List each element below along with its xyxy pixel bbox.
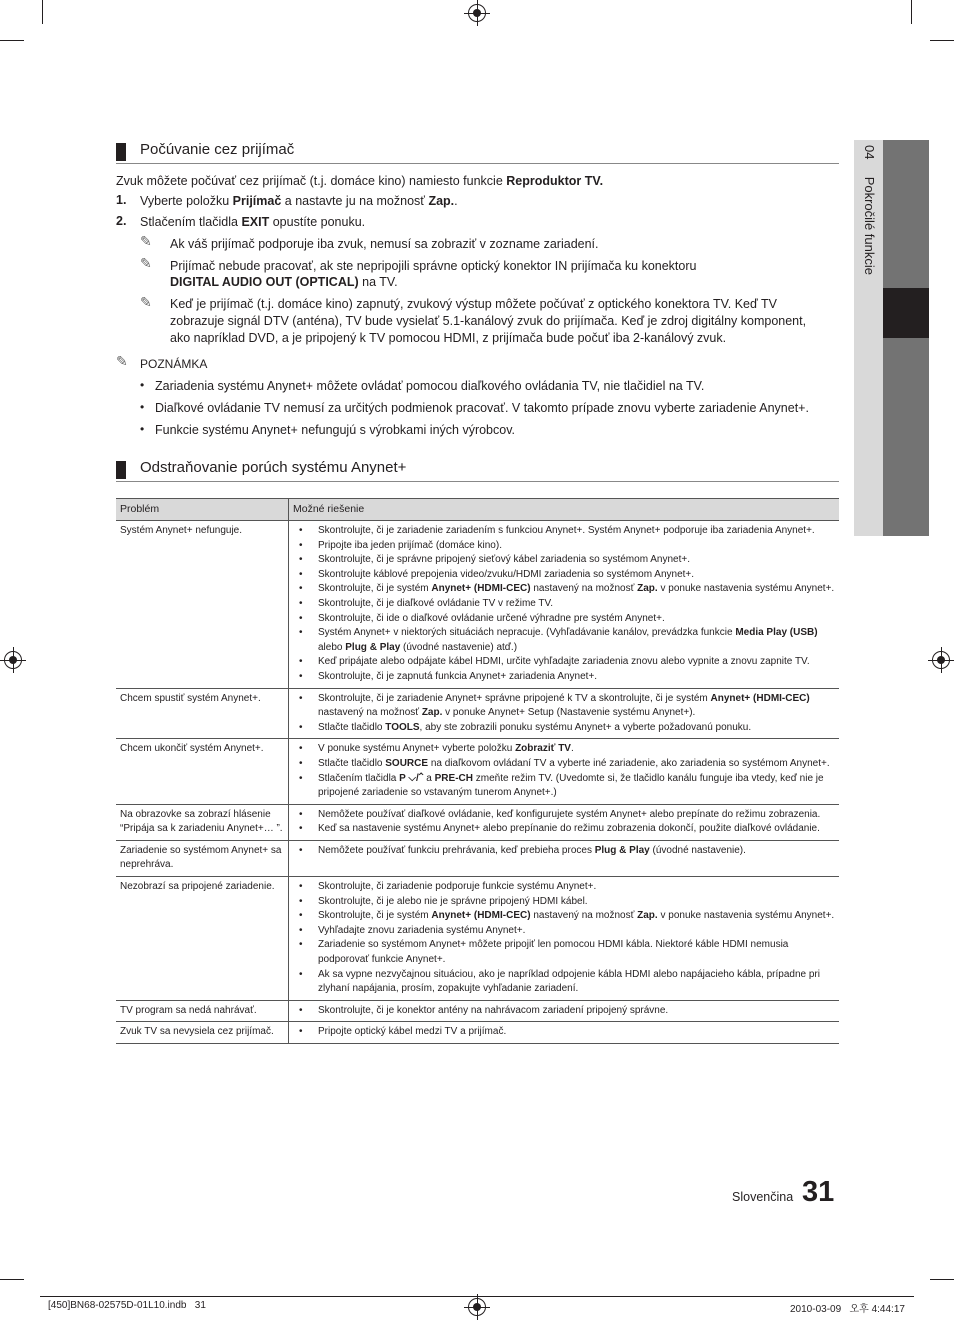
heading-bar: [116, 461, 126, 479]
chapter-number: 04: [862, 145, 877, 160]
solution-list: [293, 1025, 835, 1040]
table-row: [116, 739, 839, 804]
solution-list: [293, 692, 835, 736]
solution-list: [293, 808, 835, 837]
table-header-problem: Problém: [116, 499, 289, 521]
step-text: Vyberte položku: [140, 194, 233, 208]
solution-item: • Skontrolujte, či je správne pripojený sieťový kábel zariadenia so systémom Anynet+.: [293, 553, 835, 568]
note-label: POZNÁMKA: [140, 357, 208, 371]
solution-item: • V ponuke systému Anynet+ vyberte položku Zobraziť TV.: [293, 742, 835, 757]
chapter-tab-strip: [883, 140, 929, 536]
solution-cell: [289, 521, 840, 689]
step-text: .: [454, 194, 458, 208]
problem-cell: Chcem ukončiť systém Anynet+.: [116, 739, 289, 804]
solution-cell: [289, 688, 840, 739]
slug-file: [450]BN68-02575D-01L10.indb 31: [48, 1300, 206, 1311]
solution-cell: [289, 840, 840, 876]
solution-item: • Stlačte tlačidlo SOURCE na diaľkovom ovládaní TV a vyberte iné zariadenie, ako zariadenia so systémom Anynet+.: [293, 757, 835, 772]
page-number: 31: [802, 1176, 835, 1208]
table-header-solution: Možné riešenie: [289, 499, 840, 521]
slug-date: 2010-03-09 오후 4:44:17: [790, 1304, 905, 1315]
solution-item: • Pripojte optický kábel medzi TV a prijímač.: [293, 1025, 835, 1040]
note-3-line1: Keď je prijímač (t.j. domáce kino) zapnutý, zvukový výstup môžete počúvať z optického konektora TV. Keď TV: [170, 297, 777, 311]
step-number: 2.: [116, 214, 127, 228]
crop-mark: [0, 1279, 24, 1280]
table-row: [116, 877, 839, 1001]
heading-bar: [116, 143, 126, 161]
solution-item: • Ak sa vypne nezvyčajnou situáciou, ako je napríklad odpojenie kábla HDMI alebo napájacieho kábla, prípadne pri zlyhaní napájania, prosím, zopakujte vyhľadanie zariadení.: [293, 968, 835, 997]
problem-cell: TV program sa nedá nahrávať.: [116, 1000, 289, 1022]
crop-mark: [911, 0, 912, 24]
problem-cell: Chcem spustiť systém Anynet+.: [116, 688, 289, 739]
table-row: [116, 521, 839, 689]
solution-item: • Skontrolujte, či je systém Anynet+ (HDMI-CEC) nastavený na možnosť Zap. v ponuke nastavenia systému Anynet+.: [293, 582, 835, 597]
problem-cell: Nezobrazí sa pripojené zariadenie.: [116, 877, 289, 1001]
solution-item: • Skontrolujte, či je diaľkové ovládanie TV v režime TV.: [293, 597, 835, 612]
solution-item: • Keď sa nastavenie systému Anynet+ alebo prepínanie do režimu zobrazenia dokončí, použite diaľkové ovládanie.: [293, 822, 835, 837]
pencil-note-icon: ✎: [140, 233, 152, 249]
crop-mark: [0, 40, 24, 41]
solution-list: [293, 524, 835, 685]
solution-item: • Skontrolujte, či je zariadenie zariadením s funkciou Anynet+. Systém Anynet+ podporuje iba zariadenia Anynet+.: [293, 524, 835, 539]
step-text: a nastavte ju na možnosť: [281, 194, 429, 208]
solution-cell: [289, 739, 840, 804]
footer-language: Slovenčina: [732, 1190, 794, 1204]
pencil-note-icon: ✎: [140, 255, 152, 271]
note-2-line2: [170, 274, 398, 291]
solution-item: • Skontrolujte káblové prepojenia video/zvuku/HDMI zariadenia so systémom Anynet+.: [293, 568, 835, 583]
intro-text: [116, 173, 603, 190]
note-bold: DIGITAL AUDIO OUT (OPTICAL): [170, 275, 359, 289]
section-heading-troubleshooting: [116, 459, 839, 482]
crop-mark: [930, 40, 954, 41]
solution-item: • Keď pripájate alebo odpájate kábel HDMI, určite vyhľadajte zariadenia znovu alebo vypnite a znovu zapnite TV.: [293, 655, 835, 670]
chapter-tab-marker: [883, 288, 929, 338]
registration-mark-icon: [468, 4, 486, 22]
intro-plain: Zvuk môžete počúvať cez prijímač (t.j. domáce kino) namiesto funkcie: [116, 174, 507, 188]
intro-bold: Reproduktor TV.: [506, 174, 604, 188]
table-body: [116, 521, 839, 1044]
note-bullet: Funkcie systému Anynet+ nefungujú s výrobkami iných výrobcov.: [155, 423, 516, 437]
solution-cell: [289, 804, 840, 840]
step-bold: EXIT: [241, 215, 270, 229]
troubleshooting-table: [116, 498, 839, 1044]
chapter-tab-label: [862, 145, 877, 275]
problem-cell: Na obrazovke sa zobrazí hlásenie “Pripája sa k zariadeniu Anynet+… ”.: [116, 804, 289, 840]
step-text: Stlačením tlačidla: [140, 215, 242, 229]
solution-list: [293, 1004, 835, 1019]
step-number: 1.: [116, 193, 127, 207]
solution-item: • Nemôžete používať diaľkové ovládanie, keď konfigurujete systém Anynet+ alebo prepínate do režimu zobrazenia.: [293, 808, 835, 823]
pencil-note-icon: ✎: [116, 353, 128, 369]
table-row: [116, 688, 839, 739]
note-bullet: Diaľkové ovládanie TV nemusí za určitých podmienok pracovať. V takomto prípade znovu vyberte zariadenie Anynet+.: [155, 401, 809, 415]
solution-cell: [289, 1022, 840, 1044]
note-text: na TV.: [358, 275, 398, 289]
note-bullet: Zariadenia systému Anynet+ môžete ovládať pomocou diaľkového ovládania TV, nie tlačidiel na TV.: [155, 379, 705, 393]
solution-item: • Stlačte tlačidlo TOOLS, aby ste zobrazili ponuku systému Anynet+ a vyberte požadovanú ponuku.: [293, 721, 835, 736]
solution-item: • Skontrolujte, či je zariadenie Anynet+ správne pripojené k TV a skontrolujte, či je systém Anynet+ (HDMI-CEC) nastavený na možnosť Zap. v ponuke Anynet+ Setup (Nastavenie systému Anynet+).: [293, 692, 835, 721]
section-heading-text: Počúvanie cez prijímač: [140, 141, 295, 158]
solution-list: [293, 742, 835, 800]
bullet-icon: •: [140, 378, 145, 392]
step-1: [140, 193, 458, 210]
section-heading-receiver: [116, 141, 839, 164]
slug-line: [40, 1296, 914, 1297]
solution-item: • Vyhľadajte znovu zariadenia systému Anynet+.: [293, 924, 835, 939]
solution-item: • Zariadenie so systémom Anynet+ môžete pripojiť len pomocou HDMI kábla. Niektoré káble HDMI nemusia podporovať funkcie Anynet+.: [293, 938, 835, 967]
solution-item: • Stlačením tlačidla P ⌵/⌃ a PRE-CH zmeňte režim TV. (Uvedomte si, že tlačidlo kanálu funguje iba vtedy, keď nie je pripojené zariadenie so vstavaným tunerom Anynet+.): [293, 772, 835, 801]
solution-item: • Skontrolujte, či je systém Anynet+ (HDMI-CEC) nastavený na možnosť Zap. v ponuke nastavenia systému Anynet+.: [293, 909, 835, 924]
chapter-tab: [854, 140, 929, 536]
solution-item: • Skontrolujte, či je konektor antény na nahrávacom zariadení pripojený správne.: [293, 1004, 835, 1019]
step-bold: Prijímač: [232, 194, 282, 208]
solution-item: • Skontrolujte, či zariadenie podporuje funkcie systému Anynet+.: [293, 880, 835, 895]
note-3-line2: zobrazuje signál DTV (anténa), TV bude vysielať 5.1-kanálový zvuk do prijímača. Keď je zdroj digitálny komponent,: [170, 314, 807, 328]
table-row: [116, 1022, 839, 1044]
solution-item: • Pripojte iba jeden prijímač (domáce kino).: [293, 539, 835, 554]
pencil-note-icon: ✎: [140, 294, 152, 310]
crop-mark: [42, 0, 43, 24]
chapter-title: Pokročilé funkcie: [862, 176, 877, 275]
note-1: Ak váš prijímač podporuje iba zvuk, nemusí sa zobraziť v zozname zariadení.: [170, 237, 599, 251]
solution-item: • Skontrolujte, či je zapnutá funkcia Anynet+ zariadenia Anynet+.: [293, 670, 835, 685]
step-text: opustíte ponuku.: [269, 215, 366, 229]
registration-mark-icon: [4, 651, 22, 669]
section-heading-text: Odstraňovanie porúch systému Anynet+: [140, 459, 407, 476]
registration-mark-icon: [932, 651, 950, 669]
solution-cell: [289, 1000, 840, 1022]
bullet-icon: •: [140, 422, 145, 436]
solution-item: • Nemôžete používať funkciu prehrávania, keď prebieha proces Plug & Play (úvodné nastavenie).: [293, 844, 835, 859]
crop-mark: [930, 1279, 954, 1280]
bullet-icon: •: [140, 400, 145, 414]
solution-list: [293, 880, 835, 997]
problem-cell: Zvuk TV sa nevysiela cez prijímač.: [116, 1022, 289, 1044]
solution-cell: [289, 877, 840, 1001]
registration-mark-icon: [468, 1298, 486, 1316]
solution-item: • Systém Anynet+ v niektorých situáciách nepracuje. (Vyhľadávanie kanálov, prevádzka funkcie Media Play (USB) alebo Plug & Play (úvodné nastavenie) atď.): [293, 626, 835, 655]
solution-item: • Skontrolujte, či ide o diaľkové ovládanie určené výhradne pre systém Anynet+.: [293, 612, 835, 627]
table-header-row: [116, 499, 839, 521]
table-row: [116, 840, 839, 876]
note-2-line1: Prijímač nebude pracovať, ak ste nepripojili správne optický konektor IN prijímača ku konektoru: [170, 259, 697, 273]
table-row: [116, 804, 839, 840]
table-row: [116, 1000, 839, 1022]
problem-cell: Systém Anynet+ nefunguje.: [116, 521, 289, 689]
solution-item: • Skontrolujte, či je alebo nie je správne pripojený HDMI kábel.: [293, 895, 835, 910]
note-3-line3: ako napríklad DVD, a je pripojený k TV pomocou HDMI, z prijímača bude počuť iba 2-kanálový zvuk.: [170, 331, 727, 345]
step-bold: Zap.: [428, 194, 455, 208]
problem-cell: Zariadenie so systémom Anynet+ sa neprehráva.: [116, 840, 289, 876]
solution-list: [293, 844, 835, 859]
step-2: [140, 214, 365, 231]
